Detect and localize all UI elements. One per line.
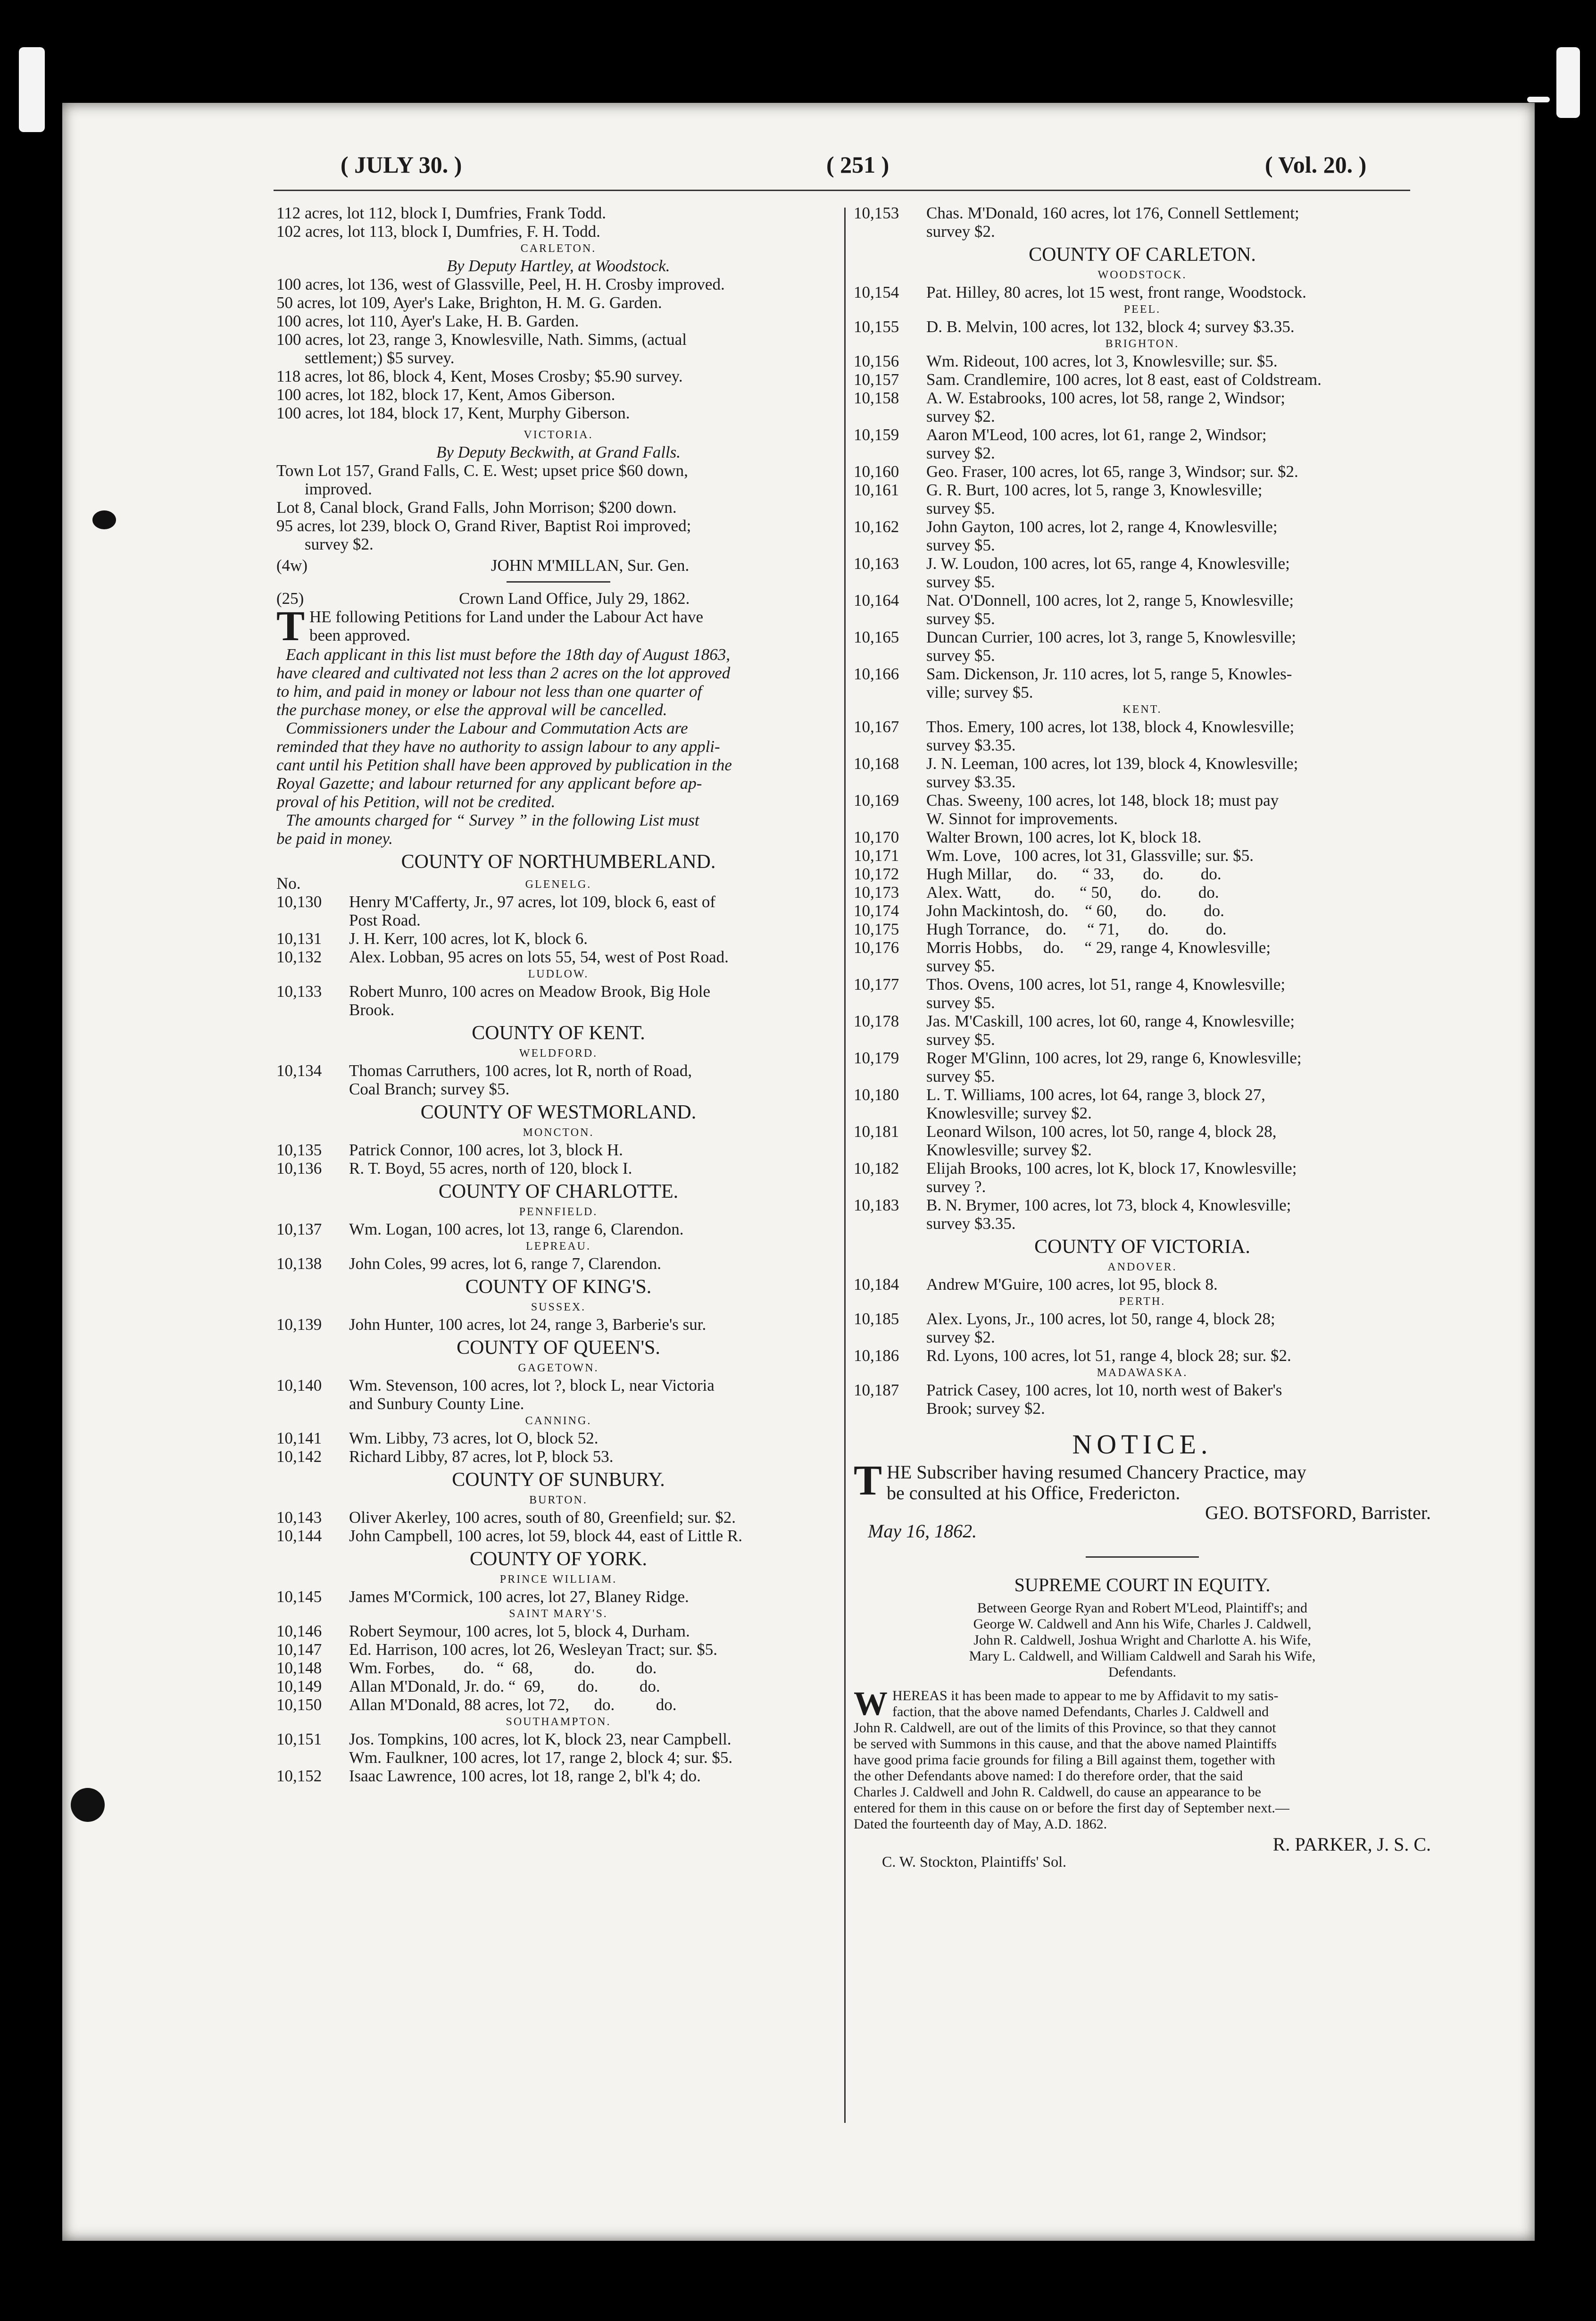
text-line: been approved. bbox=[309, 626, 410, 644]
text-line: have cleared and cultivated not less than 2 acres on the lot approved bbox=[276, 664, 731, 682]
list-item: 10,174 John Mackintosh, do. “ 60, do. do. bbox=[854, 902, 1224, 920]
list-item: 10,180 L. T. Williams, 100 acres, lot 64, range 3, block 27, bbox=[854, 1085, 1265, 1104]
list-item: 10,143 Oliver Akerley, 100 acres, south of 80, Greenfield; sur. $2. bbox=[276, 1508, 736, 1527]
list-item: 10,183 B. N. Brymer, 100 acres, lot 73, block 4, Knowlesville; bbox=[854, 1196, 1291, 1214]
county-heading: COUNTY OF YORK. bbox=[469, 1548, 648, 1570]
list-item: 10,187 Patrick Casey, 100 acres, lot 10, north west of Baker's bbox=[854, 1381, 1282, 1399]
signature-name: JOHN M'MILLAN, Sur. Gen. bbox=[490, 556, 690, 575]
list-item: Wm. Faulkner, 100 acres, lot 17, range 2, block 4; sur. $5. bbox=[349, 1748, 733, 1767]
parish-heading: PEEL. bbox=[1123, 303, 1161, 316]
county-heading: COUNTY OF NORTHUMBERLAND. bbox=[401, 851, 716, 873]
italic-notes bbox=[276, 645, 840, 848]
text-line: John R. Caldwell, Joshua Wright and Charlotte A. his Wife, bbox=[973, 1632, 1311, 1648]
list-item-continued: survey $2. bbox=[926, 222, 995, 241]
list-item-continued: survey ?. bbox=[926, 1177, 986, 1196]
parish-heading: PRINCE WILLIAM. bbox=[499, 1573, 617, 1586]
text-line: cant until his Petition shall have been approved by publication in the bbox=[276, 756, 732, 774]
list-item: 10,157 Sam. Crandlemire, 100 acres, lot 8 east, east of Coldstream. bbox=[854, 370, 1322, 389]
section-heading: CARLETON. bbox=[520, 242, 597, 255]
list-item-continued: survey $2. bbox=[926, 444, 995, 462]
list-item-continued: survey $5. bbox=[926, 957, 995, 975]
list-line: 100 acres, lot 182, block 17, Kent, Amos Giberson. bbox=[276, 385, 615, 404]
list-line: 112 acres, lot 112, block I, Dumfries, Frank Todd. bbox=[276, 204, 607, 222]
list-item-continued: Knowlesville; survey $2. bbox=[926, 1104, 1092, 1122]
list-item: 10,153 Chas. M'Donald, 160 acres, lot 176, Connell Settlement; bbox=[854, 204, 1299, 222]
notice-number: (4w) bbox=[276, 556, 308, 575]
list-item: 10,130 Henry M'Cafferty, Jr., 97 acres, lot 109, block 6, east of bbox=[276, 893, 716, 911]
county-heading: COUNTY OF CHARLOTTE. bbox=[438, 1181, 679, 1202]
parish-heading: BRIGHTON. bbox=[1105, 338, 1180, 350]
list-item: 10,147 Ed. Harrison, 100 acres, lot 26, Wesleyan Tract; sur. $5. bbox=[276, 1640, 718, 1659]
text-line: reminded that they have no authority to assign labour to any appli- bbox=[276, 737, 720, 756]
list-line: 50 acres, lot 109, Ayer's Lake, Brighton, H. M. G. Garden. bbox=[276, 293, 662, 312]
list-item: 10,135 Patrick Connor, 100 acres, lot 3, block H. bbox=[276, 1141, 623, 1159]
header-date: ( JULY 30. ) bbox=[341, 151, 462, 178]
signature-line bbox=[276, 556, 840, 575]
parish-heading: PERTH. bbox=[1119, 1295, 1166, 1308]
parish-heading: LEPREAU. bbox=[526, 1240, 591, 1252]
text-line: be served with Summons in this cause, and that the above named Plaintiffs bbox=[854, 1736, 1277, 1752]
list-item: 10,165 Duncan Currier, 100 acres, lot 3, range 5, Knowlesville; bbox=[854, 628, 1296, 646]
list-item: 10,132 Alex. Lobban, 95 acres on lots 55, 54, west of Post Road. bbox=[276, 948, 729, 966]
section-rule bbox=[507, 581, 610, 583]
text-line: HEREAS it has been made to appear to me by Affidavit to my satis- bbox=[892, 1688, 1279, 1703]
text-line: be paid in money. bbox=[276, 829, 393, 848]
text-line: HE Subscriber having resumed Chancery Practice, may bbox=[887, 1462, 1306, 1483]
list-item: 10,168 J. N. Leeman, 100 acres, lot 139, block 4, Knowlesville; bbox=[854, 754, 1298, 773]
text-line: George W. Caldwell and Ann his Wife, Charles J. Caldwell, bbox=[973, 1616, 1312, 1632]
county-heading: COUNTY OF VICTORIA. bbox=[1034, 1236, 1250, 1258]
list-item-continued: Brook. bbox=[349, 1001, 395, 1019]
county-heading: COUNTY OF CARLETON. bbox=[1029, 244, 1256, 266]
text-line: the other Defendants above named: I do therefore order, that the said bbox=[854, 1768, 1243, 1784]
list-item-continued: Coal Branch; survey $5. bbox=[349, 1080, 510, 1098]
list-item-continued: ville; survey $5. bbox=[926, 683, 1033, 701]
list-line: 100 acres, lot 23, range 3, Knowlesville, Nath. Simms, (actual bbox=[276, 330, 687, 349]
list-item: 10,158 A. W. Estabrooks, 100 acres, lot 58, range 2, Windsor; bbox=[854, 389, 1286, 407]
drop-cap: T bbox=[276, 603, 305, 650]
text-line: Royal Gazette; and labour returned for any applicant before ap- bbox=[276, 774, 702, 793]
list-line: survey $2. bbox=[305, 535, 374, 553]
list-item: 10,133 Robert Munro, 100 acres on Meadow Brook, Big Hole bbox=[276, 982, 710, 1001]
list-item: 10,161 G. R. Burt, 100 acres, lot 5, range 3, Knowlesville; bbox=[854, 481, 1263, 499]
list-item: 10,181 Leonard Wilson, 100 acres, lot 50, range 4, block 28, bbox=[854, 1122, 1277, 1141]
list-item: 10,151 Jos. Tompkins, 100 acres, lot K, block 23, near Campbell. bbox=[276, 1730, 732, 1748]
list-item-continued: Brook; survey $2. bbox=[926, 1399, 1045, 1418]
list-line: 100 acres, lot 136, west of Glassville, Peel, H. H. Crosby improved. bbox=[276, 275, 725, 293]
text-line: Between George Ryan and Robert M'Leod, Plaintiff's; and bbox=[977, 1600, 1308, 1616]
list-item: 10,171 Wm. Love, 100 acres, lot 31, Glassville; sur. $5. bbox=[854, 846, 1254, 865]
list-item-continued: survey $3.35. bbox=[926, 736, 1016, 754]
text-line: Dated the fourteenth day of May, A.D. 1862. bbox=[854, 1816, 1107, 1832]
list-item: 10,145 James M'Cormick, 100 acres, lot 27, Blaney Ridge. bbox=[276, 1587, 689, 1606]
list-item: 10,172 Hugh Millar, do. “ 33, do. do. bbox=[854, 865, 1222, 883]
text-line: the purchase money, or else the approval will be cancelled. bbox=[276, 701, 667, 719]
list-item: 10,160 Geo. Fraser, 100 acres, lot 65, range 3, Windsor; sur. $2. bbox=[854, 462, 1298, 481]
text-line: be consulted at his Office, Fredericton. bbox=[887, 1483, 1180, 1503]
list-item: 10,162 John Gayton, 100 acres, lot 2, range 4, Knowlesville; bbox=[854, 518, 1278, 536]
list-item: 10,134 Thomas Carruthers, 100 acres, lot R, north of Road, bbox=[276, 1061, 692, 1080]
list-item-continued: survey $5. bbox=[926, 646, 995, 665]
header-rule bbox=[274, 190, 1410, 191]
left-column bbox=[276, 204, 840, 1785]
section-rule bbox=[1086, 1556, 1199, 1558]
list-item: 10,169 Chas. Sweeny, 100 acres, lot 148, block 18; must pay bbox=[854, 791, 1279, 810]
parish-heading: MADAWASKA. bbox=[1097, 1367, 1188, 1379]
parish-heading: WOODSTOCK. bbox=[1097, 269, 1187, 281]
column-divider bbox=[844, 208, 846, 2123]
text-line: have good prima facie grounds for filing a Bill against them, together with bbox=[854, 1752, 1275, 1768]
list-item-continued: survey $3.35. bbox=[926, 773, 1016, 791]
list-item: 10,179 Roger M'Glinn, 100 acres, lot 29, range 6, Knowlesville; bbox=[854, 1049, 1302, 1067]
list-item: 10,150 Allan M'Donald, 88 acres, lot 72, do. do. bbox=[276, 1695, 677, 1714]
header-page-number: ( 251 ) bbox=[826, 151, 889, 178]
deputy-line: By Deputy Hartley, at Woodstock. bbox=[447, 257, 670, 275]
ink-blot bbox=[92, 510, 116, 529]
deputy-line: By Deputy Beckwith, at Grand Falls. bbox=[436, 443, 681, 461]
list-item: 10,131 J. H. Kerr, 100 acres, lot K, block 6. bbox=[276, 929, 588, 948]
text-line: Mary L. Caldwell, and William Caldwell and Sarah his Wife, bbox=[969, 1648, 1316, 1664]
text-line: Each applicant in this list must before the 18th day of August 1863, bbox=[286, 645, 731, 664]
list-item: 10,152 Isaac Lawrence, 100 acres, lot 18, range 2, bl'k 4; do. bbox=[276, 1767, 701, 1785]
list-item-continued: survey $2. bbox=[926, 407, 995, 426]
parish-heading: CANNING. bbox=[525, 1415, 592, 1427]
list-item: 10,141 Wm. Libby, 73 acres, lot O, block 52. bbox=[276, 1429, 598, 1447]
parish-heading: SAINT MARY'S. bbox=[509, 1608, 608, 1620]
parish-heading: GAGETOWN. bbox=[518, 1362, 599, 1374]
list-line: improved. bbox=[305, 480, 372, 498]
parish-heading: ANDOVER. bbox=[1107, 1261, 1177, 1273]
list-item-continued: survey $2. bbox=[926, 1328, 995, 1346]
list-item: 10,156 Wm. Rideout, 100 acres, lot 3, Knowlesville; sur. $5. bbox=[854, 352, 1278, 370]
list-line: Lot 8, Canal block, Grand Falls, John Morrison; $200 down. bbox=[276, 498, 677, 517]
list-item: 10,178 Jas. M'Caskill, 100 acres, lot 60, range 4, Knowlesville; bbox=[854, 1012, 1295, 1030]
list-line: 118 acres, lot 86, block 4, Kent, Moses Crosby; $5.90 survey. bbox=[276, 367, 683, 385]
notice-body bbox=[854, 1457, 1431, 1504]
text-line: to him, and paid in money or labour not less than one quarter of bbox=[276, 682, 702, 701]
list-item: 10,167 Thos. Emery, 100 acres, lot 138, block 4, Knowlesville; bbox=[854, 718, 1295, 736]
list-item: 10,142 Richard Libby, 87 acres, lot P, block 53. bbox=[276, 1447, 614, 1466]
court-heading: SUPREME COURT IN EQUITY. bbox=[1014, 1574, 1271, 1595]
text-line: The amounts charged for “ Survey ” in the following List must bbox=[286, 811, 699, 829]
list-line: settlement;) $5 survey. bbox=[305, 349, 455, 367]
parish-heading: LUDLOW. bbox=[528, 968, 589, 980]
intro-paragraph bbox=[276, 603, 840, 650]
parish-heading: KENT. bbox=[1122, 703, 1162, 716]
parish-heading: BURTON. bbox=[529, 1494, 588, 1506]
list-item-continued: survey $5. bbox=[926, 499, 995, 518]
scan-edge-mark bbox=[1556, 47, 1580, 118]
text-line: faction, that the above named Defendants, Charles J. Caldwell and bbox=[892, 1704, 1269, 1720]
text-line: Charles J. Caldwell and John R. Caldwell, do cause an appearance to be bbox=[854, 1784, 1261, 1800]
county-heading: COUNTY OF KING'S. bbox=[465, 1276, 652, 1298]
court-signature: R. PARKER, J. S. C. bbox=[1272, 1834, 1431, 1855]
list-item: 10,136 R. T. Boyd, 55 acres, north of 120, block I. bbox=[276, 1159, 632, 1177]
text-line: John R. Caldwell, are out of the limits of this Province, so that they cannot bbox=[854, 1720, 1276, 1736]
list-item-continued: survey $5. bbox=[926, 1030, 995, 1049]
drop-cap: T bbox=[854, 1457, 882, 1504]
county-heading: COUNTY OF QUEEN'S. bbox=[457, 1337, 660, 1359]
text-line: Commissioners under the Labour and Commutation Acts are bbox=[286, 719, 688, 737]
list-item: 10,186 Rd. Lyons, 100 acres, lot 51, range 4, block 28; sur. $2. bbox=[854, 1346, 1291, 1365]
county-heading: COUNTY OF KENT. bbox=[472, 1022, 645, 1044]
list-item: 10,163 J. W. Loudon, 100 acres, lot 65, range 4, Knowlesville; bbox=[854, 554, 1290, 573]
parish-heading: PENNFIELD. bbox=[519, 1206, 598, 1218]
court-parties bbox=[854, 1600, 1431, 1680]
list-item: 10,146 Robert Seymour, 100 acres, lot 5, block 4, Durham. bbox=[276, 1622, 690, 1640]
list-item: 10,182 Elijah Brooks, 100 acres, lot K, block 17, Knowlesville; bbox=[854, 1159, 1297, 1177]
county-heading: COUNTY OF SUNBURY. bbox=[452, 1469, 665, 1491]
list-item-continued: and Sunbury County Line. bbox=[349, 1394, 524, 1413]
list-item: 10,144 John Campbell, 100 acres, lot 59, block 44, east of Little R. bbox=[276, 1527, 743, 1545]
notice-date: May 16, 1862. bbox=[868, 1520, 977, 1542]
list-item: 10,176 Morris Hobbs, do. “ 29, range 4, Knowlesville; bbox=[854, 938, 1271, 957]
scan-edge-mark bbox=[19, 47, 45, 132]
list-item-continued: survey $3.35. bbox=[926, 1214, 1016, 1233]
list-item: 10,149 Allan M'Donald, Jr. do. “ 69, do. do. bbox=[276, 1677, 660, 1695]
section-heading: VICTORIA. bbox=[524, 429, 593, 441]
list-item: 10,170 Walter Brown, 100 acres, lot K, block 18. bbox=[854, 828, 1202, 846]
list-item: 10,154 Pat. Hilley, 80 acres, lot 15 west, front range, Woodstock. bbox=[854, 283, 1306, 301]
notice-signature: GEO. BOTSFORD, Barrister. bbox=[1205, 1502, 1431, 1523]
number-column-label: No. bbox=[276, 874, 301, 893]
right-column bbox=[854, 204, 1431, 1870]
list-item: 10,155 D. B. Melvin, 100 acres, lot 132, block 4; survey $3.35. bbox=[854, 317, 1295, 336]
list-line: 95 acres, lot 239, block O, Grand River, Baptist Roi improved; bbox=[276, 517, 691, 535]
list-item-continued: survey $5. bbox=[926, 609, 995, 628]
scan-edge-mark bbox=[1527, 97, 1550, 102]
solicitor-line: C. W. Stockton, Plaintiffs' Sol. bbox=[882, 1853, 1067, 1870]
list-item-continued: survey $5. bbox=[926, 994, 995, 1012]
notice-number: (25) bbox=[276, 589, 304, 608]
list-item: 10,140 Wm. Stevenson, 100 acres, lot ?, block L, near Victoria bbox=[276, 1376, 715, 1394]
list-item: 10,137 Wm. Logan, 100 acres, lot 13, range 6, Clarendon. bbox=[276, 1220, 684, 1238]
list-item-continued: survey $5. bbox=[926, 1067, 995, 1085]
drop-cap: W bbox=[854, 1685, 888, 1722]
list-item: 10,173 Alex. Watt, do. “ 50, do. do. bbox=[854, 883, 1219, 902]
text-line: proval of his Petition, will not be credited. bbox=[276, 793, 556, 811]
header-volume: ( Vol. 20. ) bbox=[1265, 151, 1367, 178]
list-item: 10,166 Sam. Dickenson, Jr. 110 acres, lot 5, range 5, Knowles- bbox=[854, 665, 1292, 683]
list-item: 10,184 Andrew M'Guire, 100 acres, lot 95, block 8. bbox=[854, 1275, 1218, 1294]
list-line: 102 acres, lot 113, block I, Dumfries, F. H. Todd. bbox=[276, 222, 600, 241]
parish-heading: SOUTHAMPTON. bbox=[506, 1716, 611, 1728]
page-header bbox=[213, 142, 1402, 189]
court-order bbox=[854, 1685, 1431, 1832]
text-line: HE following Petitions for Land under the Labour Act have bbox=[309, 608, 703, 626]
office-date: Crown Land Office, July 29, 1862. bbox=[459, 589, 690, 608]
list-item: 10,164 Nat. O'Donnell, 100 acres, lot 2, range 5, Knowlesville; bbox=[854, 591, 1294, 609]
parish-heading: GLENELG. bbox=[525, 878, 592, 891]
ink-blot bbox=[71, 1788, 105, 1822]
list-line: 100 acres, lot 184, block 17, Kent, Murphy Giberson. bbox=[276, 404, 630, 422]
list-line: 100 acres, lot 110, Ayer's Lake, H. B. Garden. bbox=[276, 312, 579, 330]
list-item-continued: survey $5. bbox=[926, 573, 995, 591]
list-item: 10,159 Aaron M'Leod, 100 acres, lot 61, range 2, Windsor; bbox=[854, 426, 1267, 444]
list-item: 10,148 Wm. Forbes, do. “ 68, do. do. bbox=[276, 1659, 657, 1677]
list-line: Town Lot 157, Grand Falls, C. E. West; upset price $60 down, bbox=[276, 461, 688, 480]
parish-heading: WELDFORD. bbox=[519, 1047, 598, 1060]
list-item: 10,175 Hugh Torrance, do. “ 71, do. do. bbox=[854, 920, 1227, 938]
office-line bbox=[276, 589, 840, 608]
parish-heading: MONCTON. bbox=[523, 1127, 594, 1139]
list-item: 10,139 John Hunter, 100 acres, lot 24, range 3, Barberie's sur. bbox=[276, 1315, 707, 1334]
list-item-continued: W. Sinnot for improvements. bbox=[926, 810, 1118, 828]
list-item: 10,177 Thos. Ovens, 100 acres, lot 51, range 4, Knowlesville; bbox=[854, 975, 1286, 994]
list-item-continued: Knowlesville; survey $2. bbox=[926, 1141, 1092, 1159]
parish-heading: SUSSEX. bbox=[531, 1301, 586, 1313]
text-line: entered for them in this cause on or before the first day of September next.— bbox=[854, 1800, 1289, 1816]
notice-heading: NOTICE. bbox=[1072, 1429, 1213, 1460]
text-line: Defendants. bbox=[1108, 1664, 1177, 1680]
county-heading: COUNTY OF WESTMORLAND. bbox=[420, 1102, 697, 1123]
list-item-continued: survey $5. bbox=[926, 536, 995, 554]
list-item: 10,185 Alex. Lyons, Jr., 100 acres, lot 50, range 4, block 28; bbox=[854, 1310, 1275, 1328]
list-item-continued: Post Road. bbox=[349, 911, 421, 929]
list-item: 10,138 John Coles, 99 acres, lot 6, range 7, Clarendon. bbox=[276, 1254, 661, 1273]
